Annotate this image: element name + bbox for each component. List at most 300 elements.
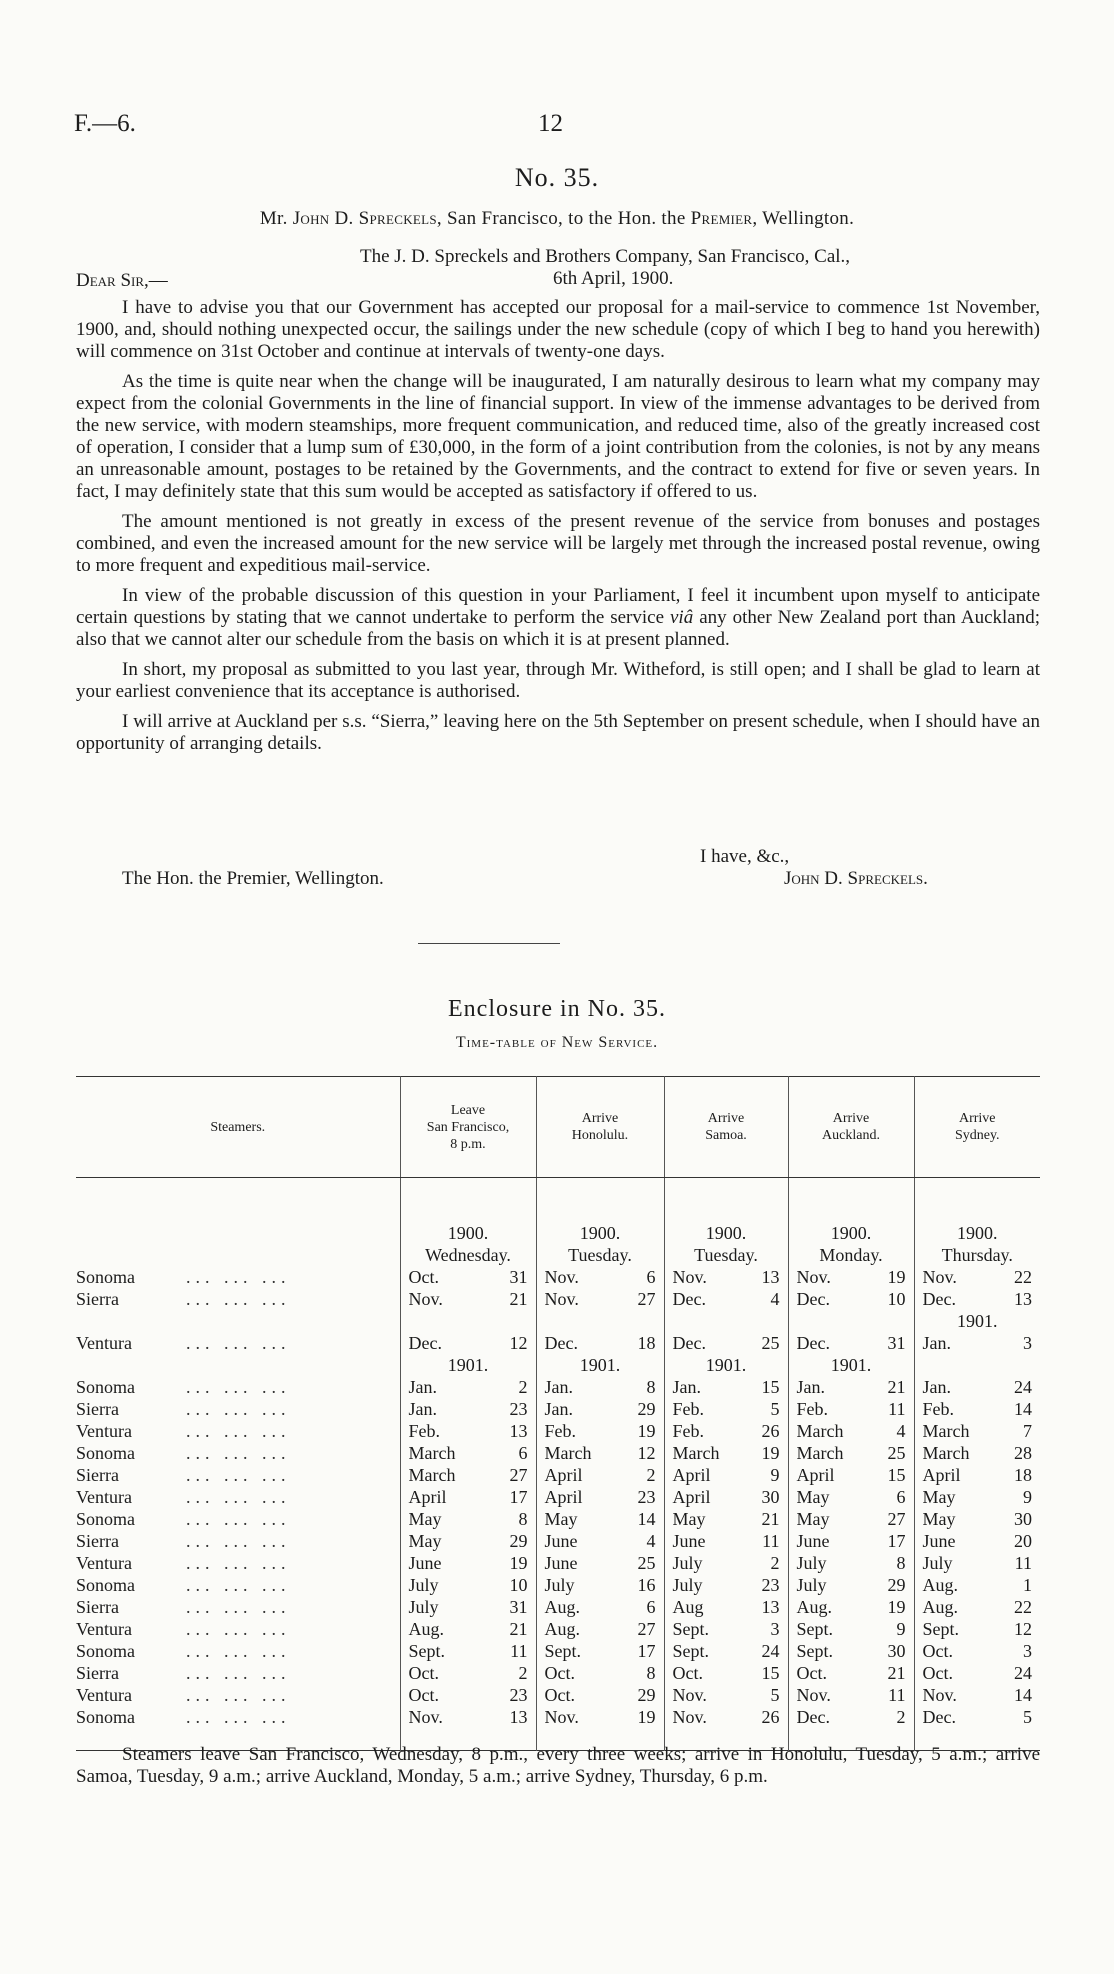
month: Aug. — [922, 1596, 958, 1617]
date-cell — [400, 1508, 536, 1530]
date-cell — [536, 1288, 664, 1310]
day: 6 — [646, 1596, 656, 1617]
month: April — [672, 1464, 711, 1485]
date-cell — [788, 1574, 914, 1596]
table-row — [76, 1552, 1040, 1574]
day: 8 — [518, 1508, 528, 1529]
day: 15 — [887, 1464, 906, 1485]
date-cell — [914, 1266, 1040, 1288]
month: Jan. — [408, 1376, 437, 1397]
date-cell — [664, 1530, 788, 1552]
day: 3 — [770, 1618, 780, 1639]
day: 6 — [646, 1266, 656, 1287]
steamer-name: Sonoma — [76, 1706, 136, 1727]
year-label: 1900. — [664, 1222, 788, 1244]
month: June — [796, 1530, 830, 1551]
date-cell — [664, 1508, 788, 1530]
date-cell — [914, 1442, 1040, 1464]
leader-dots: ... ... ... — [186, 1376, 291, 1397]
day: 11 — [1014, 1552, 1032, 1573]
date-cell — [914, 1530, 1040, 1552]
date-cell — [914, 1684, 1040, 1706]
year-label: 1900. — [914, 1222, 1040, 1244]
date-cell — [536, 1552, 664, 1574]
date-cell — [400, 1684, 536, 1706]
day: 29 — [637, 1398, 656, 1419]
document-number: No. 35. — [514, 163, 600, 192]
day: 25 — [637, 1552, 656, 1573]
leader-dots: ... ... ... — [186, 1530, 291, 1551]
month: Oct. — [544, 1684, 575, 1705]
day: 14 — [637, 1508, 656, 1529]
date-cell — [664, 1706, 788, 1728]
steamer-cell — [76, 1266, 400, 1288]
month: March — [922, 1442, 970, 1463]
month: Jan. — [922, 1376, 951, 1397]
day: 2 — [518, 1662, 528, 1683]
month: Dec. — [922, 1288, 956, 1309]
month: Nov. — [922, 1684, 957, 1705]
day: 3 — [1023, 1332, 1032, 1353]
month: Feb. — [672, 1420, 704, 1441]
day: 22 — [1014, 1596, 1032, 1617]
steamer-cell — [76, 1530, 400, 1552]
steamer-cell — [76, 1486, 400, 1508]
month: July — [672, 1574, 703, 1595]
date-cell — [536, 1486, 664, 1508]
date-cell — [536, 1574, 664, 1596]
steamer-cell — [76, 1420, 400, 1442]
day: 23 — [637, 1486, 656, 1507]
year-label: 1901. — [400, 1354, 536, 1376]
day: 27 — [637, 1618, 656, 1639]
table-row — [76, 1640, 1040, 1662]
month: Sept. — [672, 1640, 710, 1661]
day: 30 — [761, 1486, 780, 1507]
day: 10 — [509, 1574, 528, 1595]
steamer-cell — [76, 1464, 400, 1486]
year-label: 1900. — [788, 1222, 914, 1244]
table-row — [76, 1530, 1040, 1552]
month: Aug. — [922, 1574, 958, 1595]
paragraph: The amount mentioned is not greatly in excess of the present revenue of the service from bonuses and postages combined, and even the increased amount for the new service will be largely met through the increased postal revenue, owing to more frequent and expeditious mail-service. — [76, 511, 1040, 576]
date-cell — [400, 1442, 536, 1464]
table-row — [76, 1596, 1040, 1618]
month: Feb. — [796, 1398, 828, 1419]
date-cell — [664, 1552, 788, 1574]
year-row — [76, 1222, 1040, 1244]
table-row — [76, 1376, 1040, 1398]
month: July — [408, 1574, 439, 1595]
day: 23 — [509, 1398, 528, 1419]
day: 18 — [637, 1332, 656, 1353]
date-cell — [914, 1398, 1040, 1420]
date-cell — [664, 1684, 788, 1706]
date-cell — [536, 1530, 664, 1552]
paragraph-text: In view of the probable discussion of this question in your Parliament, I feel it incumbent upon myself to anticipate certain questions by stating that we cannot undertake to perform the service — [76, 585, 1040, 628]
leader-dots: ... ... ... — [186, 1398, 291, 1419]
day: 27 — [887, 1508, 906, 1529]
steamer-name: Ventura — [76, 1552, 132, 1573]
steamer-name: Sierra — [76, 1288, 119, 1309]
day: 26 — [761, 1706, 780, 1727]
document-reference: F.—6. — [74, 110, 136, 137]
weekday-label: Tuesday. — [536, 1244, 664, 1266]
day: 13 — [509, 1706, 528, 1727]
month: Dec. — [922, 1706, 956, 1727]
year-label: 1901. — [788, 1354, 914, 1376]
month: Feb. — [544, 1420, 576, 1441]
weekday-row — [76, 1244, 1040, 1266]
month: Nov. — [672, 1706, 707, 1727]
month: Oct. — [408, 1662, 439, 1683]
column-header-sydney: Arrive Sydney. — [914, 1077, 1040, 1178]
steamer-cell — [76, 1332, 400, 1354]
month: Aug — [672, 1596, 704, 1617]
month: Dec. — [672, 1332, 706, 1353]
date-cell — [664, 1640, 788, 1662]
date-cell — [664, 1464, 788, 1486]
paragraph: I have to advise you that our Government has accepted our proposal for a mail-service to commence 1st November, 1900, and, should nothing unexpected occur, the sailings under the new schedule (copy of which I beg to hand you herewith) will commence on 31st October and continue at intervals of twenty-one days. — [76, 297, 1040, 362]
day: 23 — [761, 1574, 780, 1595]
month: Oct. — [544, 1662, 575, 1683]
table-row — [76, 1288, 1040, 1310]
steamer-cell — [76, 1684, 400, 1706]
day: 14 — [1014, 1684, 1032, 1705]
date-cell — [536, 1376, 664, 1398]
enclosure-title: Enclosure in No. 35. — [448, 996, 666, 1022]
day: 19 — [887, 1596, 906, 1617]
year-label: 1900. — [536, 1222, 664, 1244]
date-cell — [400, 1464, 536, 1486]
day: 21 — [887, 1662, 906, 1683]
day: 20 — [1014, 1530, 1032, 1551]
weekday-label: Monday. — [788, 1244, 914, 1266]
steamer-name: Sierra — [76, 1464, 119, 1485]
month: July — [544, 1574, 575, 1595]
day: 11 — [762, 1530, 780, 1551]
date-cell — [400, 1486, 536, 1508]
month: Dec. — [544, 1332, 578, 1353]
closing: I have, &c., — [700, 846, 790, 867]
day: 31 — [509, 1266, 528, 1287]
leader-dots: ... ... ... — [186, 1508, 291, 1529]
sender-address: The J. D. Spreckels and Brothers Company, San Francisco, Cal., — [360, 246, 851, 267]
year-label: 1901. — [664, 1354, 788, 1376]
year-row — [76, 1354, 1040, 1376]
steamer-name: Sonoma — [76, 1508, 136, 1529]
heading-text: Spreckels — [358, 208, 437, 229]
date-cell — [536, 1596, 664, 1618]
month: April — [796, 1464, 835, 1485]
date-cell — [400, 1552, 536, 1574]
date-cell — [788, 1596, 914, 1618]
salutation: Dear Sir,— — [76, 270, 168, 291]
date-cell — [788, 1442, 914, 1464]
month: Dec. — [408, 1332, 442, 1353]
table-row — [76, 1618, 1040, 1640]
date-cell — [788, 1684, 914, 1706]
date-cell — [788, 1464, 914, 1486]
month: June — [544, 1552, 578, 1573]
day: 2 — [518, 1376, 528, 1397]
table-row — [76, 1420, 1040, 1442]
date-cell — [400, 1618, 536, 1640]
leader-dots: ... ... ... — [186, 1706, 291, 1727]
paragraph-text: any other New Zealand port than Auckland; also that we cannot alter our schedule from the basis on which it is at present planned. — [76, 607, 1040, 650]
day: 13 — [761, 1596, 780, 1617]
month: May — [408, 1530, 442, 1551]
month: Jan. — [672, 1376, 701, 1397]
month: March — [544, 1442, 592, 1463]
timetable-note: Steamers leave San Francisco, Wednesday, 8 p.m., every three weeks; arrive in Honolulu, Tuesday, 5 a.m.; arrive Samoa, Tuesday, 9 a.m.; arrive Auckland, Monday, 5 a.m.; arrive Sydney, Thursday, 6 p.m. — [76, 1744, 1040, 1787]
month: Feb. — [672, 1398, 704, 1419]
day: 6 — [896, 1486, 906, 1507]
date-cell — [536, 1684, 664, 1706]
column-header-auckland: Arrive Auckland. — [788, 1077, 914, 1178]
date-cell — [400, 1574, 536, 1596]
day: 1 — [1023, 1574, 1032, 1595]
day: 19 — [637, 1706, 656, 1727]
date-cell — [664, 1596, 788, 1618]
day: 15 — [761, 1662, 780, 1683]
table-row — [76, 1332, 1040, 1354]
paragraph-text: viâ — [670, 607, 694, 628]
month: May — [796, 1486, 830, 1507]
day: 13 — [761, 1266, 780, 1287]
date-cell — [400, 1662, 536, 1684]
steamer-name: Ventura — [76, 1618, 132, 1639]
date-cell — [664, 1442, 788, 1464]
day: 2 — [646, 1464, 656, 1485]
date-cell — [788, 1508, 914, 1530]
date-cell — [914, 1618, 1040, 1640]
date-cell — [664, 1618, 788, 1640]
date-cell — [914, 1486, 1040, 1508]
steamer-cell — [76, 1508, 400, 1530]
day: 30 — [887, 1640, 906, 1661]
month: May — [672, 1508, 706, 1529]
month: Oct. — [796, 1662, 827, 1683]
month: April — [544, 1464, 583, 1485]
month: Nov. — [408, 1706, 443, 1727]
steamer-name: Ventura — [76, 1420, 132, 1441]
month: April — [544, 1486, 583, 1507]
month: July — [408, 1596, 439, 1617]
leader-dots: ... ... ... — [186, 1288, 291, 1309]
day: 4 — [896, 1420, 906, 1441]
day: 29 — [637, 1684, 656, 1705]
date-cell — [536, 1332, 664, 1354]
steamer-name: Sierra — [76, 1398, 119, 1419]
month: Oct. — [408, 1266, 439, 1287]
date-cell — [664, 1662, 788, 1684]
day: 27 — [509, 1464, 528, 1485]
table-row — [76, 1464, 1040, 1486]
steamer-cell — [76, 1640, 400, 1662]
spacer-row — [76, 1200, 1040, 1222]
steamer-cell — [76, 1288, 400, 1310]
leader-dots: ... ... ... — [186, 1442, 291, 1463]
paragraph: In short, my proposal as submitted to you last year, through Mr. Witheford, is still open; and I shall be glad to learn at your earliest convenience that its acceptance is authorised. — [76, 659, 1040, 702]
date-cell — [914, 1662, 1040, 1684]
date-cell — [788, 1552, 914, 1574]
month: Aug. — [408, 1618, 444, 1639]
heading-text: , Wellington. — [752, 208, 855, 229]
month: July — [922, 1552, 953, 1573]
day: 25 — [761, 1332, 780, 1353]
weekday-label: Thursday. — [914, 1244, 1040, 1266]
month: March — [922, 1420, 970, 1441]
day: 8 — [896, 1552, 906, 1573]
day: 18 — [1014, 1464, 1032, 1485]
month: Aug. — [544, 1596, 580, 1617]
day: 24 — [1014, 1662, 1032, 1683]
day: 19 — [887, 1266, 906, 1287]
day: 6 — [518, 1442, 528, 1463]
month: Aug. — [796, 1596, 832, 1617]
table-row — [76, 1662, 1040, 1684]
table-row — [76, 1684, 1040, 1706]
section-divider — [418, 943, 560, 944]
day: 29 — [509, 1530, 528, 1551]
day: 10 — [887, 1288, 906, 1309]
date-cell — [400, 1332, 536, 1354]
date-cell — [914, 1596, 1040, 1618]
date-cell — [788, 1420, 914, 1442]
leader-dots: ... ... ... — [186, 1662, 291, 1683]
day: 4 — [646, 1530, 656, 1551]
month: Nov. — [796, 1684, 831, 1705]
steamer-cell — [76, 1376, 400, 1398]
table-row — [76, 1706, 1040, 1728]
month: May — [922, 1486, 956, 1507]
day: 30 — [1014, 1508, 1032, 1529]
steamer-name: Ventura — [76, 1486, 132, 1507]
day: 9 — [1023, 1486, 1032, 1507]
day: 27 — [637, 1288, 656, 1309]
month: July — [796, 1552, 827, 1573]
day: 14 — [1014, 1398, 1032, 1419]
day: 29 — [887, 1574, 906, 1595]
steamer-cell — [76, 1596, 400, 1618]
date-cell — [914, 1288, 1040, 1310]
date-cell — [536, 1464, 664, 1486]
date-cell — [788, 1662, 914, 1684]
day: 2 — [770, 1552, 780, 1573]
month: Nov. — [672, 1684, 707, 1705]
day: 24 — [1014, 1376, 1032, 1397]
date-cell — [788, 1530, 914, 1552]
date-cell — [400, 1596, 536, 1618]
day: 21 — [887, 1376, 906, 1397]
month: Nov. — [408, 1288, 443, 1309]
steamer-cell — [76, 1574, 400, 1596]
date-cell — [788, 1266, 914, 1288]
month: July — [672, 1552, 703, 1573]
table-row — [76, 1442, 1040, 1464]
day: 13 — [1014, 1288, 1032, 1309]
letter-heading — [0, 208, 1114, 230]
steamer-cell — [76, 1442, 400, 1464]
month: Jan. — [408, 1398, 437, 1419]
date-cell — [664, 1574, 788, 1596]
month: March — [796, 1420, 844, 1441]
table-row — [76, 1266, 1040, 1288]
date-cell — [664, 1266, 788, 1288]
month: Sept. — [408, 1640, 446, 1661]
month: May — [408, 1508, 442, 1529]
page-number: 12 — [538, 110, 563, 137]
steamer-name: Ventura — [76, 1332, 132, 1353]
day: 11 — [888, 1398, 906, 1419]
month: Nov. — [796, 1266, 831, 1287]
year-label: 1901. — [914, 1310, 1040, 1332]
month: Nov. — [544, 1266, 579, 1287]
month: May — [796, 1508, 830, 1529]
leader-dots: ... ... ... — [186, 1420, 291, 1441]
month: June — [922, 1530, 956, 1551]
date-cell — [788, 1332, 914, 1354]
date-cell — [788, 1486, 914, 1508]
steamer-cell — [76, 1552, 400, 1574]
steamer-name: Sonoma — [76, 1442, 136, 1463]
day: 2 — [896, 1706, 906, 1727]
month: Nov. — [544, 1706, 579, 1727]
steamer-name: Sonoma — [76, 1266, 136, 1287]
date-cell — [914, 1552, 1040, 1574]
date-cell — [400, 1398, 536, 1420]
day: 9 — [896, 1618, 906, 1639]
year-label: 1900. — [400, 1222, 536, 1244]
month: Sept. — [796, 1640, 834, 1661]
year-label: 1901. — [536, 1354, 664, 1376]
date-cell — [664, 1332, 788, 1354]
day: 15 — [761, 1376, 780, 1397]
month: Feb. — [408, 1420, 440, 1441]
date-cell — [914, 1376, 1040, 1398]
paragraph: I will arrive at Auckland per s.s. “Sierra,” leaving here on the 5th September on present schedule, when I should have an opportunity of arranging details. — [76, 711, 1040, 754]
month: Sept. — [544, 1640, 582, 1661]
month: Nov. — [544, 1288, 579, 1309]
day: 5 — [1023, 1706, 1032, 1727]
month: March — [408, 1442, 456, 1463]
day: 11 — [510, 1640, 528, 1661]
month: Jan. — [796, 1376, 825, 1397]
date-cell — [788, 1640, 914, 1662]
letter-body — [76, 297, 1040, 763]
month: March — [796, 1442, 844, 1463]
steamer-name: Sonoma — [76, 1376, 136, 1397]
leader-dots: ... ... ... — [186, 1266, 291, 1287]
table-row — [76, 1574, 1040, 1596]
month: April — [922, 1464, 961, 1485]
month: Sept. — [796, 1618, 834, 1639]
day: 8 — [646, 1662, 656, 1683]
month: Dec. — [796, 1288, 830, 1309]
column-header-san-francisco: Leave San Francisco, 8 p.m. — [400, 1077, 536, 1178]
month: April — [408, 1486, 447, 1507]
day: 12 — [1014, 1618, 1032, 1639]
date-cell — [914, 1508, 1040, 1530]
month: Dec. — [672, 1288, 706, 1309]
day: 19 — [509, 1552, 528, 1573]
date-cell — [400, 1640, 536, 1662]
leader-dots: ... ... ... — [186, 1618, 291, 1639]
date-cell — [536, 1442, 664, 1464]
month: Jan. — [922, 1332, 951, 1353]
spacer-row — [76, 1178, 1040, 1201]
